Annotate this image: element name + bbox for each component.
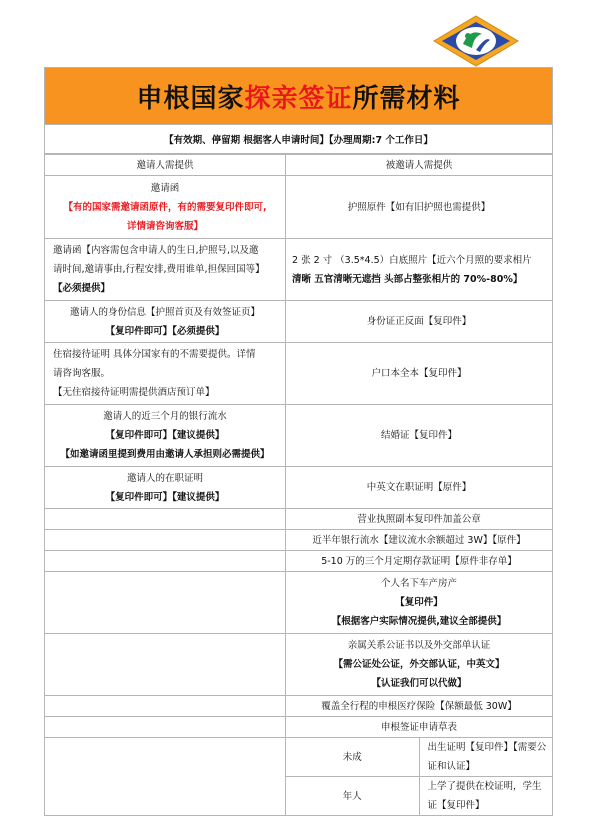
invitee-cell <box>286 239 553 301</box>
cell-line: 【复印件即可】【建议提供】 <box>105 491 225 503</box>
materials-table <box>44 154 553 816</box>
invitee-cell: 结婚证【复印件】 <box>286 405 553 467</box>
cell-line: 邀请人的在职证明 <box>126 472 203 484</box>
invitee-cell: 出生证明【复印件】【需要公证和认证】 <box>419 738 553 777</box>
minor-label: 年人 <box>286 777 420 816</box>
table-row <box>45 239 553 301</box>
inviter-cell <box>45 343 286 405</box>
invitee-cell: 申根签证申请草表 <box>286 717 553 738</box>
cell-line: 【有的国家需邀请函原件，有的需要复印件即可, <box>63 201 267 213</box>
cell-line: 【复印件】 <box>395 597 443 608</box>
table-row <box>45 509 553 530</box>
cell-line: 【根据客户实际情况提供,建议全部提供】 <box>331 616 507 627</box>
invitee-cell <box>286 634 553 696</box>
cell-line: 【复印件即可】【必须提供】 <box>105 325 225 337</box>
cell-line: 【必须提供】 <box>53 283 111 294</box>
cell-line: 个人名下车产房产 <box>380 578 457 589</box>
invitee-cell: 近半年银行流水【建议流水余额超过 3W】【原件】 <box>286 530 553 551</box>
cell-line: 住宿接待证明 具体分国家有的不需要提供。详情 <box>53 349 256 360</box>
table-row <box>45 572 553 634</box>
empty-cell <box>45 509 286 530</box>
table-row <box>45 176 553 239</box>
empty-cell <box>45 717 286 738</box>
empty-cell <box>45 738 286 816</box>
empty-cell <box>45 551 286 572</box>
cell-line: 邀请函【内容需包含申请人的生日,护照号,以及邀 <box>53 245 259 256</box>
cell-line: 邀请人的近三个月的银行流水 <box>103 411 227 422</box>
cell-line: 【无住宿接待证明需提供酒店预订单】 <box>53 387 215 398</box>
table-row <box>45 551 553 572</box>
title-suffix: 所需材料 <box>352 83 461 114</box>
table-row <box>45 405 553 467</box>
invitee-cell <box>286 572 553 634</box>
header-invitee: 被邀请人需提供 <box>286 155 553 176</box>
invitee-cell: 覆盖全行程的申根医疗保险【保额最低 30W】 <box>286 696 553 717</box>
company-logo <box>430 14 522 68</box>
title-prefix: 申根国家 <box>136 83 245 114</box>
cell-line: 详情请咨询客服】 <box>126 220 203 232</box>
table-row <box>45 634 553 696</box>
invitee-cell: 5-10 万的三个月定期存款证明【原件非存单】 <box>286 551 553 572</box>
cell-line: 邀请人的身份信息【护照首页及有效签证页】 <box>69 306 260 318</box>
invitee-cell: 上学了提供在校证明，学生证【复印件】 <box>419 777 553 816</box>
table-row <box>45 530 553 551</box>
cell-line: 【复印件即可】【建议提供】 <box>105 430 225 441</box>
cell-line: 【认证我们可以代做】 <box>371 678 467 689</box>
invitee-cell: 营业执照副本复印件加盖公章 <box>286 509 553 530</box>
table-row <box>45 696 553 717</box>
title-highlight: 探亲签证 <box>244 83 353 114</box>
header-inviter: 邀请人需提供 <box>45 155 286 176</box>
table-row <box>45 717 553 738</box>
table-row <box>45 343 553 405</box>
inviter-cell <box>45 405 286 467</box>
empty-cell <box>45 530 286 551</box>
table-row <box>45 738 553 777</box>
cell-line: 邀请函 <box>150 182 180 194</box>
invitee-cell: 户口本全本【复印件】 <box>286 343 553 405</box>
invitee-cell: 中英文在职证明【原件】 <box>286 467 553 509</box>
header-row <box>45 155 553 176</box>
subtitle: 【有效期、停留期 根据客人申请时间】【办理周期:7 个工作日】 <box>44 124 553 154</box>
invitee-cell: 身份证正反面【复印件】 <box>286 301 553 343</box>
inviter-cell <box>45 239 286 301</box>
empty-cell <box>45 572 286 634</box>
inviter-cell <box>45 467 286 509</box>
table-row <box>45 301 553 343</box>
minor-label: 未成 <box>286 738 420 777</box>
cell-line: 亲属关系公证书以及外交部单认证 <box>347 640 491 651</box>
table-row <box>45 467 553 509</box>
invitee-cell: 护照原件【如有旧护照也需提供】 <box>286 176 553 239</box>
cell-line: 【需公证处公证，外交部认证，中英文】 <box>333 659 505 670</box>
cell-line: 【如邀请函里提到费用由邀请人承担则必需提供】 <box>60 449 270 460</box>
materials-sheet <box>44 67 553 816</box>
inviter-cell <box>45 301 286 343</box>
empty-cell <box>45 634 286 696</box>
cell-line: 请咨询客服。 <box>53 368 111 379</box>
page-title <box>44 67 553 124</box>
cell-line: 清晰 五官清晰无遮挡 头部占整张相片的 70%-80%】 <box>292 273 523 285</box>
cell-line: 2 张 2 寸 （3.5*4.5）白底照片【近六个月照的要求相片 <box>292 254 532 266</box>
empty-cell <box>45 696 286 717</box>
inviter-cell <box>45 176 286 239</box>
cell-line: 请时间,邀请事由,行程安排,费用谁单,担保回国等】 <box>53 264 265 275</box>
